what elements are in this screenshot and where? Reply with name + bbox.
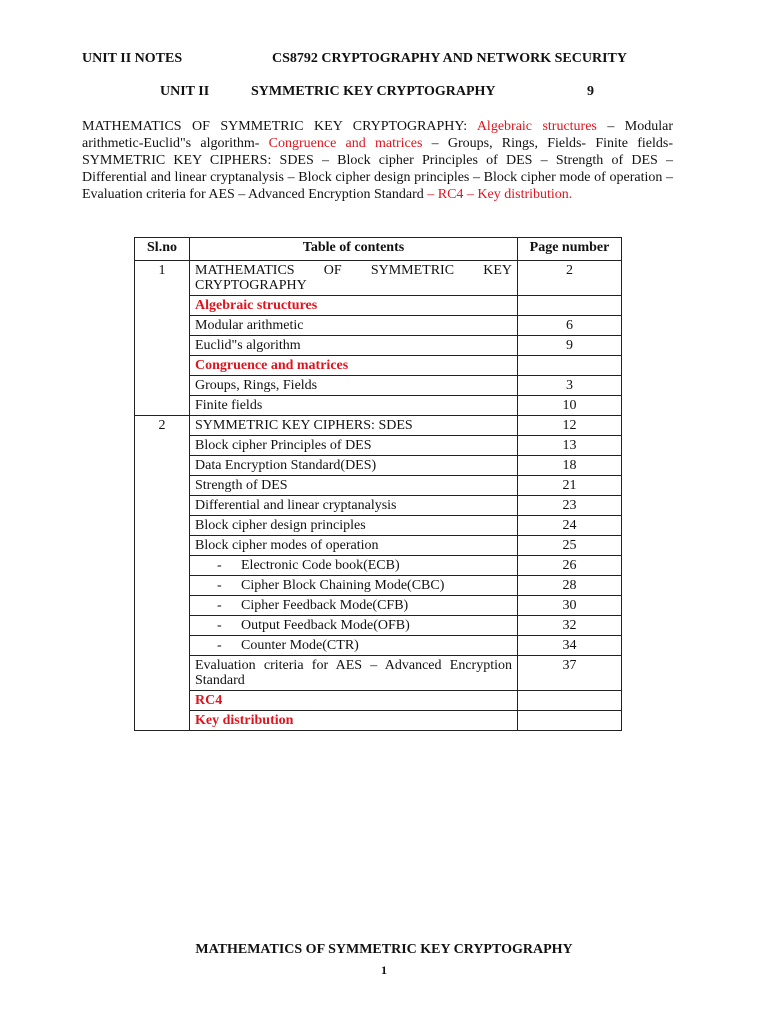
toc-page: 37 — [518, 656, 622, 691]
toc-page: 9 — [518, 336, 622, 356]
toc-subentry-label: Cipher Block Chaining Mode(CBC) — [241, 578, 445, 593]
toc-subentry — [190, 636, 518, 656]
table-row — [135, 456, 622, 476]
toc-page: 10 — [518, 396, 622, 416]
unit-number: UNIT II — [160, 84, 210, 99]
toc-entry: Block cipher design principles — [190, 516, 518, 536]
toc-entry-highlight: RC4 — [190, 691, 518, 711]
toc-subentry — [190, 576, 518, 596]
table-row — [135, 396, 622, 416]
toc-entry: Evaluation criteria for AES – Advanced Encryption Standard — [190, 656, 518, 691]
toc-entry-highlight: Algebraic structures — [190, 296, 518, 316]
toc-entry: Finite fields — [190, 396, 518, 416]
list-dash: - — [217, 578, 222, 593]
syllabus-text-3: – Groups, Rings, Fields- Finite fields- SYMMETRIC KEY CIPHERS: SDES – Block cipher Principles of DES – Strength of DES – Differential and linear cryptanalysis – Block cipher design principles – Block cipher mode of operation – Evaluation criteria for AES – Advanced Encryption Standard — [82, 136, 673, 202]
toc-entry: Groups, Rings, Fields — [190, 376, 518, 396]
toc-entry: MATHEMATICS OF SYMMETRIC KEY CRYPTOGRAPHY — [190, 261, 518, 296]
toc-page: 26 — [518, 556, 622, 576]
table-row — [135, 476, 622, 496]
toc-page: 30 — [518, 596, 622, 616]
header-contents: Table of contents — [190, 238, 518, 261]
syllabus-highlight-3: – RC4 – Key distribution. — [427, 187, 573, 202]
page-footer-title: MATHEMATICS OF SYMMETRIC KEY CRYPTOGRAPHY — [195, 942, 573, 957]
toc-page: 24 — [518, 516, 622, 536]
toc-entry: SYMMETRIC KEY CIPHERS: SDES — [190, 416, 518, 436]
toc-page: 34 — [518, 636, 622, 656]
table-row — [135, 556, 622, 576]
toc-page: 2 — [518, 261, 622, 296]
table-row — [135, 616, 622, 636]
syllabus-highlight-1: Algebraic structures — [476, 119, 597, 134]
list-dash: - — [217, 638, 222, 653]
toc-page — [518, 296, 622, 316]
toc-subentry-label: Output Feedback Mode(OFB) — [241, 618, 410, 633]
page-number: 1 — [381, 963, 387, 977]
list-dash: - — [217, 618, 222, 633]
table-row — [135, 356, 622, 376]
toc-page: 23 — [518, 496, 622, 516]
unit-notes-label: UNIT II NOTES — [82, 51, 183, 66]
syllabus-text-2: – Modular arithmetic-Euclid"s algorithm- — [82, 119, 674, 151]
toc-subentry-label: Counter Mode(CTR) — [241, 638, 359, 653]
toc-entry: Block cipher Principles of DES — [190, 436, 518, 456]
table-row — [135, 376, 622, 396]
toc-entry: Block cipher modes of operation — [190, 536, 518, 556]
list-dash: - — [217, 558, 222, 573]
course-title: CS8792 CRYPTOGRAPHY AND NETWORK SECURITY — [272, 51, 627, 66]
toc-page: 25 — [518, 536, 622, 556]
toc-subentry — [190, 596, 518, 616]
toc-entry: Modular arithmetic — [190, 316, 518, 336]
toc-page — [518, 691, 622, 711]
table-row — [135, 711, 622, 731]
slno-1: 1 — [135, 261, 190, 416]
table-row — [135, 656, 622, 691]
table-row — [135, 296, 622, 316]
slno-2: 2 — [135, 416, 190, 731]
toc-entry-highlight: Congruence and matrices — [190, 356, 518, 376]
table-row — [135, 436, 622, 456]
toc-subentry-label: Cipher Feedback Mode(CFB) — [241, 598, 409, 613]
table-row — [135, 596, 622, 616]
toc-page: 3 — [518, 376, 622, 396]
table-row — [135, 261, 622, 296]
toc-page — [518, 711, 622, 731]
table-row — [135, 536, 622, 556]
toc-page — [518, 356, 622, 376]
list-dash: - — [217, 598, 222, 613]
toc-subentry — [190, 616, 518, 636]
table-row — [135, 691, 622, 711]
toc-page: 13 — [518, 436, 622, 456]
table-row — [135, 516, 622, 536]
unit-hours: 9 — [587, 84, 594, 99]
toc-page: 21 — [518, 476, 622, 496]
table-row — [135, 416, 622, 436]
table-row — [135, 316, 622, 336]
toc-entry: Strength of DES — [190, 476, 518, 496]
table-row — [135, 336, 622, 356]
header-page-number: Page number — [518, 238, 622, 261]
header-slno: Sl.no — [135, 238, 190, 261]
table-row — [135, 576, 622, 596]
table-row — [135, 636, 622, 656]
unit-title: SYMMETRIC KEY CRYPTOGRAPHY — [251, 84, 496, 99]
syllabus-text-1: MATHEMATICS OF SYMMETRIC KEY CRYPTOGRAPHY: — [82, 119, 477, 134]
toc-entry: Euclid"s algorithm — [190, 336, 518, 356]
toc-subentry-label: Electronic Code book(ECB) — [241, 558, 400, 573]
toc-subentry — [190, 556, 518, 576]
table-header-row — [135, 238, 622, 261]
toc-page: 18 — [518, 456, 622, 476]
toc-page: 12 — [518, 416, 622, 436]
toc-entry-highlight: Key distribution — [190, 711, 518, 731]
syllabus-paragraph — [82, 118, 673, 203]
toc-entry: Differential and linear cryptanalysis — [190, 496, 518, 516]
toc-page: 32 — [518, 616, 622, 636]
toc-page: 6 — [518, 316, 622, 336]
toc-entry: Data Encryption Standard(DES) — [190, 456, 518, 476]
table-row — [135, 496, 622, 516]
table-of-contents — [134, 237, 622, 731]
syllabus-highlight-2: Congruence and matrices — [268, 136, 423, 151]
toc-page: 28 — [518, 576, 622, 596]
